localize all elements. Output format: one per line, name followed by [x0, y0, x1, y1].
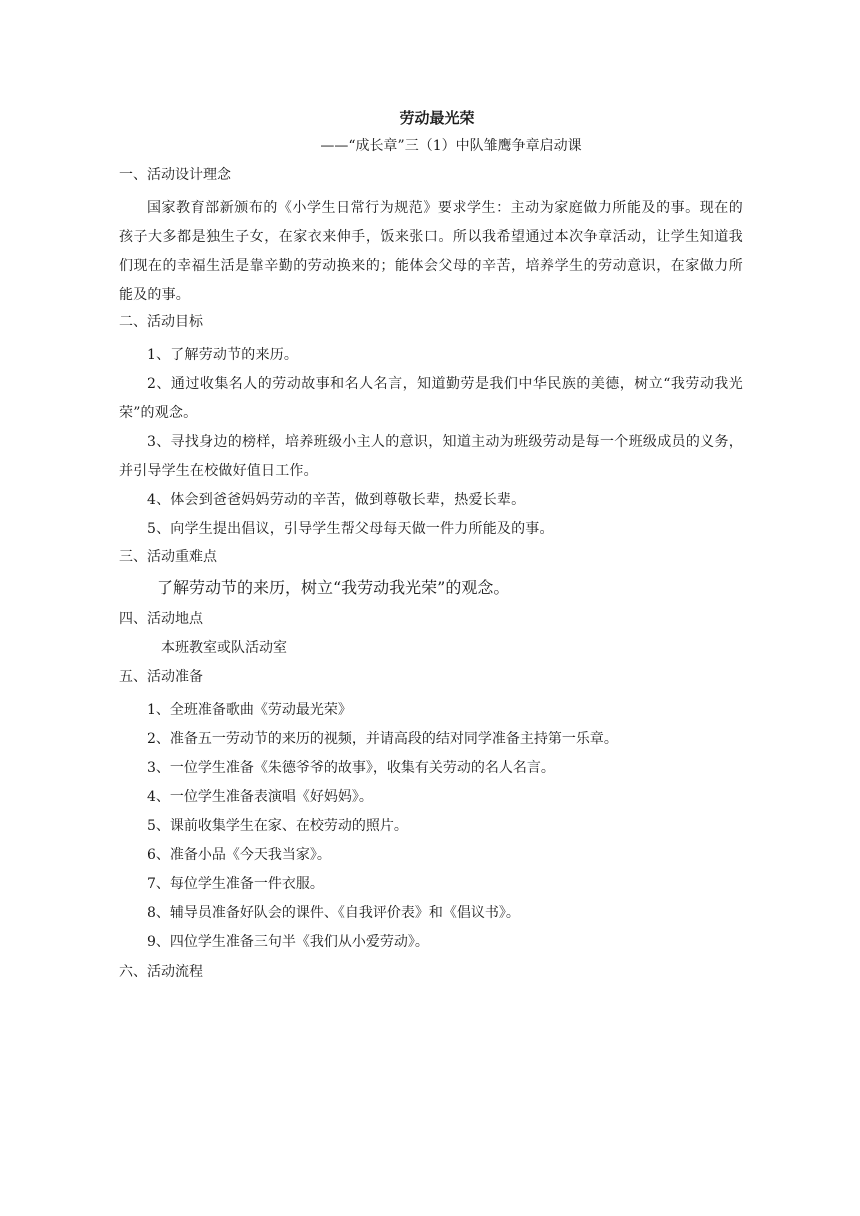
document-subtitle: ——“成长章”三（1）中队雏鹰争章启动课 — [320, 138, 582, 154]
preparation-item: 4、一位学生准备表演唱《好妈妈》。 — [147, 789, 373, 805]
preparation-item: 6、准备小品《今天我当家》。 — [147, 847, 331, 863]
preparation-item: 2、准备五一劳动节的来历的视频，并请高段的结对同学准备主持第一乐章。 — [147, 731, 618, 747]
document-body — [119, 108, 743, 991]
objective-item: 1、了解劳动节的来历。 — [147, 347, 299, 363]
section-heading-preparation: 五、活动准备 — [119, 669, 203, 685]
preparation-item: 5、课前收集学生在家、在校劳动的照片。 — [147, 818, 408, 834]
objective-item: 5、向学生提出倡议，引导学生帮父母每天做一件力所能及的事。 — [147, 521, 554, 537]
objective-item: 3、寻找身边的榜样，培养班级小主人的意识，知道主动为班级劳动是每一个班级成员的义务，并引导学生在校做好值日工作。 — [119, 434, 743, 479]
objective-item: 2、通过收集名人的劳动故事和名人名言，知道勤劳是我们中华民族的美德，树立“我劳动我光荣”的观念。 — [119, 376, 743, 421]
preparation-item: 7、每位学生准备一件衣服。 — [147, 876, 324, 892]
section-heading-process: 六、活动流程 — [119, 964, 203, 980]
location-text: 本班教室或队活动室 — [161, 640, 287, 656]
section-heading-design-concept: 一、活动设计理念 — [119, 167, 231, 183]
preparation-item: 9、四位学生准备三句半《我们从小爱劳动》。 — [147, 934, 429, 950]
document-title: 劳动最光荣 — [399, 109, 475, 127]
objective-item: 4、体会到爸爸妈妈劳动的辛苦，做到尊敬长辈，热爱长辈。 — [147, 492, 526, 508]
section-heading-location: 四、活动地点 — [119, 611, 203, 627]
section-heading-key-points: 三、活动重难点 — [119, 549, 217, 565]
preparation-item: 3、一位学生准备《朱德爷爷的故事》，收集有关劳动的名人名言。 — [147, 760, 555, 776]
section-heading-objectives: 二、活动目标 — [119, 314, 203, 330]
design-concept-paragraph: 国家教育部新颁布的《小学生日常行为规范》要求学生：主动为家庭做力所能及的事。现在的孩子大多都是独生子女，在家衣来伸手，饭来张口。所以我希望通过本次争章活动，让学生知道我们现在的幸福生活是靠辛勤的劳动换来的；能体会父母的辛苦，培养学生的劳动意识，在家做力所能及的事。 — [119, 200, 743, 303]
preparation-item: 8、辅导员准备好队会的课件、《自我评价表》和《倡议书》。 — [147, 905, 520, 921]
preparation-item: 1、全班准备歌曲《劳动最光荣》 — [147, 702, 352, 718]
key-point-text: 了解劳动节的来历，树立“我劳动我光荣”的观念。 — [157, 578, 510, 597]
